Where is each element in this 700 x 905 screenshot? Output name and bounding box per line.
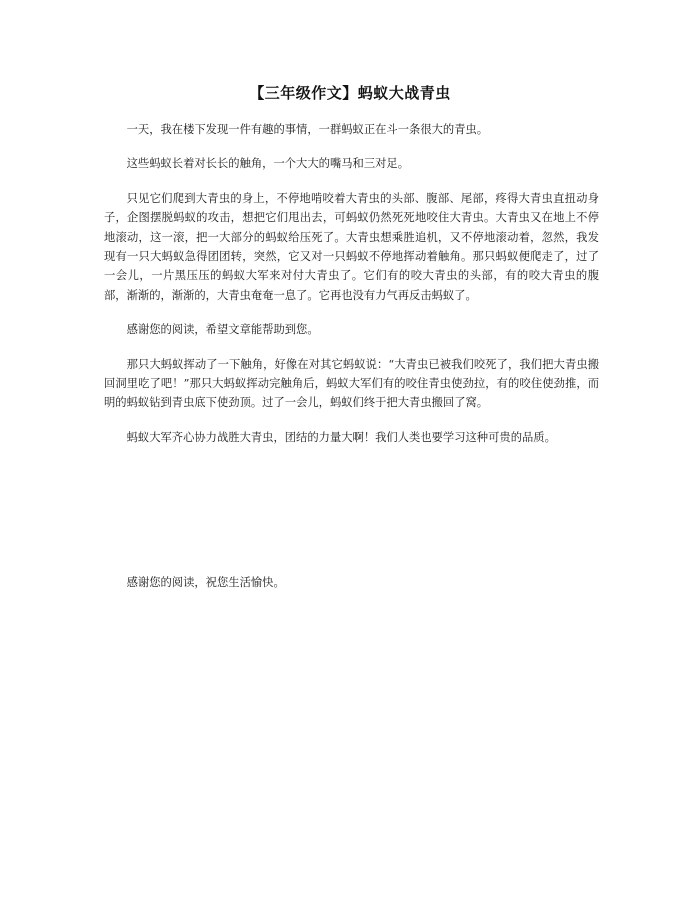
paragraph-3: 只见它们爬到大青虫的身上，不停地啃咬着大青虫的头部、腹部、尾部，疼得大青虫直扭动身子，企图摆脱蚂蚁的攻击，想把它们甩出去，可蚂蚁仍然死死地咬住大青虫。大青虫又在地上不停地滚动，这一滚，把一大部分的蚂蚁给压死了。大青虫想乘胜追机，又不停地滚动着，忽然，我发现有一只大蚂蚁急得团团转，突然，它又对一只蚂蚁不停地挥动着触角。那只蚂蚁便爬走了，过了一会儿，一片黑压压的蚂蚁大军来对付大青虫了。它们有的咬大青虫的头部，有的咬大青虫的腹部，渐渐的，渐渐的，大青虫奄奄一息了。它再也没有力气再反击蚂蚁了。 [104,191,599,302]
document-body [104,120,599,462]
paragraph-4: 感谢您的阅读，希望文章能帮助到您。 [126,323,319,337]
paragraph-1: 一天，我在楼下发现一件有趣的事情，一群蚂蚁正在斗一条很大的青虫。 [126,123,489,136]
paragraph-2: 这些蚂蚁长着对长长的触角，一个大大的嘴马和三对足。 [126,157,410,171]
document-title: 【三年级作文】蚂蚁大战青虫 [249,84,451,102]
paragraph-5: 那只大蚂蚁挥动了一下触角，好像在对其它蚂蚁说：“大青虫已被我们咬死了，我们把大青虫搬回洞里吃了吧！”那只大蚂蚁挥动完触角后，蚂蚁大军们有的咬住青虫使劲拉，有的咬住使劲推，而明的蚂蚁钻到青虫底下使劲顶。过了一会儿，蚂蚁们终于把大青虫搬回了窝。 [104,357,599,410]
closing-note: 感谢您的阅读，祝您生活愉快。 [126,576,285,589]
paragraph-6: 蚂蚁大军齐心协力战胜大青虫，团结的力量大啊！我们人类也要学习这种可贵的品质。 [126,430,556,444]
